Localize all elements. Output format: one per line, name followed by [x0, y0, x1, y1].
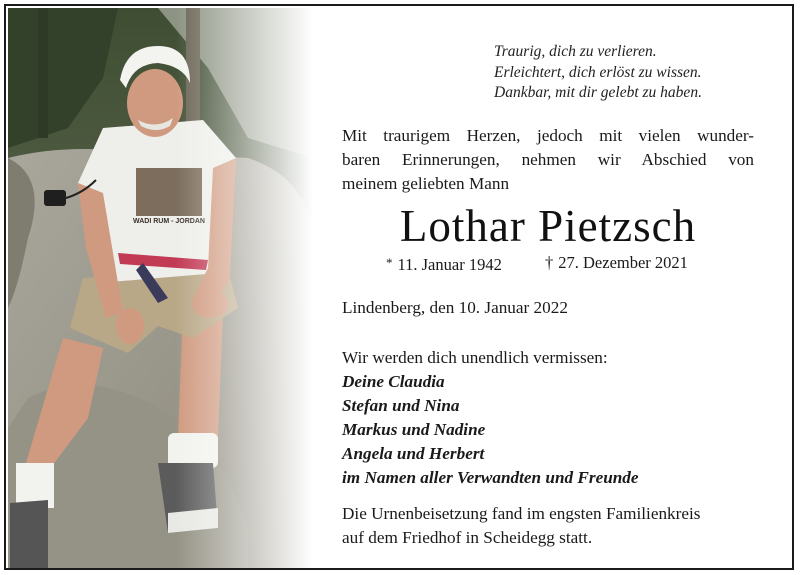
intro-line: meinem geliebten Mann	[342, 174, 510, 193]
burial-note	[342, 502, 700, 550]
quote-line: Dankbar, mit dir gelebt zu haben.	[494, 84, 702, 101]
intro-line: baren Erinnerungen, nehmen wir Abschied von	[342, 150, 754, 169]
mourners-list	[342, 370, 639, 490]
birth-star-icon: *	[386, 255, 393, 270]
deceased-name: Lothar Pietzsch	[399, 201, 697, 251]
mourner-item: Markus und Nadine	[342, 420, 486, 439]
death-cross-icon: †	[545, 253, 554, 272]
birth-date	[386, 252, 502, 276]
mourner-item: Deine Claudia	[342, 372, 445, 391]
quote-block	[494, 42, 784, 104]
intro-paragraph	[342, 124, 754, 196]
intro-line: Mit traurigem Herzen, jedoch mit vielen wunder-	[342, 126, 754, 145]
place-date: Lindenberg, den 10. Januar 2022	[342, 298, 568, 317]
quote-line: Erleichtert, dich erlöst zu wissen.	[494, 63, 702, 81]
death-date	[545, 252, 688, 274]
mourner-item: im Namen aller Verwandten und Freunde	[342, 468, 639, 487]
death-date-text: 27. Dezember 2021	[558, 253, 688, 272]
quote-line: Traurig, dich zu verlieren.	[494, 43, 657, 60]
obituary-notice	[4, 4, 794, 570]
burial-line: Die Urnenbeisetzung fand im engsten Familienkreis	[342, 504, 701, 523]
burial-line: auf dem Friedhof in Scheidegg statt.	[342, 528, 593, 547]
birth-date-text: 11. Januar 1942	[397, 255, 502, 274]
miss-line: Wir werden dich unendlich vermissen:	[342, 348, 608, 367]
mourner-item: Angela und Herbert	[342, 444, 485, 463]
mourner-item: Stefan und Nina	[342, 396, 460, 415]
